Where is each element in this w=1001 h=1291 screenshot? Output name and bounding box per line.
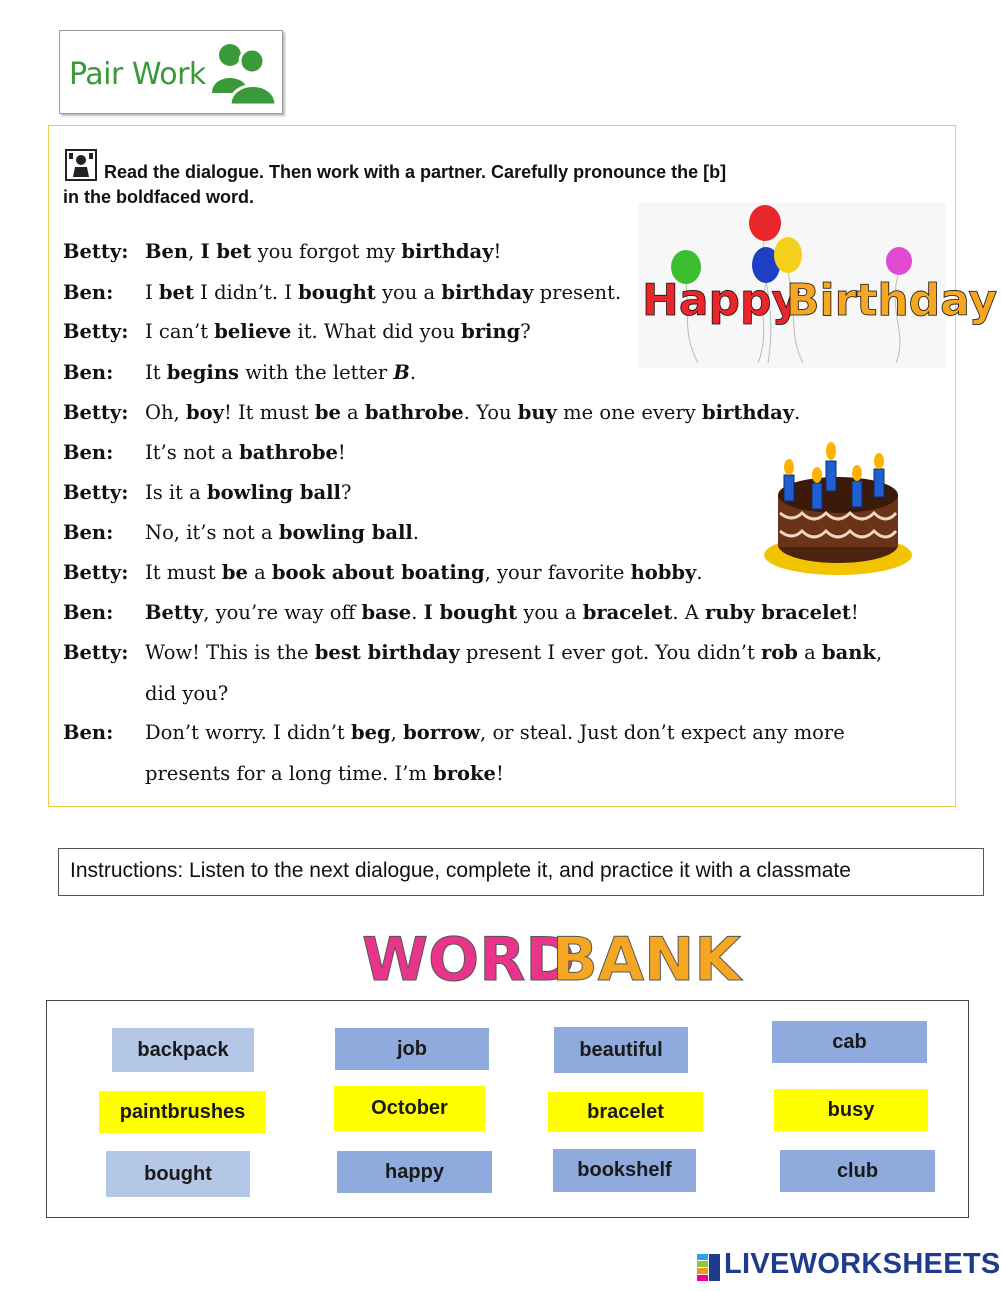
- dialogue-text: It begins with the letter B.: [145, 361, 417, 384]
- instructions-text: Instructions: Listen to the next dialogue, complete it, and practice it with a classmate: [70, 859, 851, 882]
- word-chip[interactable]: bookshelf: [553, 1149, 696, 1192]
- word-chip[interactable]: club: [780, 1150, 935, 1192]
- dialogue-text: Wow! This is the best birthday present I ever got. You didn’t rob a bank,: [145, 641, 883, 664]
- speaker: Betty:: [63, 240, 129, 263]
- word-chip[interactable]: beautiful: [554, 1027, 688, 1073]
- speaker: Ben:: [63, 441, 114, 464]
- dialogue-text: I can’t believe it. What did you bring?: [145, 320, 531, 343]
- speaker: Ben:: [63, 281, 114, 304]
- dialogue-text: did you?: [145, 682, 229, 705]
- speaker: Ben:: [63, 361, 114, 384]
- pair-work-label: Pair Work: [69, 57, 206, 92]
- speaker: Betty:: [63, 561, 129, 584]
- happy-text: Happy: [642, 275, 801, 326]
- birthday-cake-image: [762, 433, 914, 579]
- happy-birthday-balloons-image: [638, 203, 998, 368]
- speaker: Betty:: [63, 641, 129, 664]
- dialogue-text: presents for a long time. I’m broke!: [145, 762, 504, 785]
- dialogue-text: Is it a bowling ball?: [145, 481, 352, 504]
- people-icon: [208, 39, 278, 109]
- speaker: Ben:: [63, 521, 114, 544]
- dialogue-text: Ben, I bet you forgot my birthday!: [145, 240, 502, 263]
- word-chip[interactable]: busy: [774, 1089, 928, 1131]
- birthday-text: Birthday: [786, 275, 998, 326]
- word-chip[interactable]: backpack: [112, 1028, 254, 1072]
- word-chip[interactable]: bracelet: [548, 1092, 703, 1132]
- liveworksheets-brand: LIVEWORKSHEETS: [724, 1248, 1001, 1280]
- word-chip[interactable]: job: [335, 1028, 489, 1070]
- word-bank-title-bank: BANK: [552, 925, 741, 995]
- dialogue-text: Oh, boy! It must be a bathrobe. You buy me one every birthday.: [145, 401, 801, 424]
- speaker: Betty:: [63, 481, 129, 504]
- liveworksheets-footer: [697, 1248, 1001, 1287]
- speaker: Ben:: [63, 721, 114, 744]
- liveworksheets-logo-icon: [697, 1252, 721, 1282]
- instructions-box: [58, 848, 984, 896]
- activity-instructions-line2: in the boldfaced word.: [63, 187, 255, 207]
- word-chip[interactable]: paintbrushes: [99, 1091, 266, 1133]
- dialogue-text: It must be a book about boating, your favorite hobby.: [145, 561, 703, 584]
- word-bank-title: [360, 922, 741, 995]
- speaker: Betty:: [63, 401, 129, 424]
- word-chip[interactable]: bought: [106, 1151, 250, 1197]
- dialogue-text: It’s not a bathrobe!: [145, 441, 346, 464]
- word-chip[interactable]: October: [334, 1086, 485, 1131]
- dialogue-text: No, it’s not a bowling ball.: [145, 521, 419, 544]
- speaker: Ben:: [63, 601, 114, 624]
- speaker: Betty:: [63, 320, 129, 343]
- word-chip[interactable]: happy: [337, 1151, 492, 1193]
- word-bank-title-word: WORD: [362, 925, 576, 995]
- dialogue-text: I bet I didn’t. I bought you a birthday present.: [145, 281, 622, 304]
- word-chip[interactable]: cab: [772, 1021, 927, 1063]
- dialogue-text: Don’t worry. I didn’t beg, borrow, or steal. Just don’t expect any more: [145, 721, 845, 744]
- listen-activity-icon: [65, 149, 97, 181]
- activity-instructions-line1: Read the dialogue. Then work with a partner. Carefully pronounce the [b]: [104, 162, 727, 182]
- pair-work-badge: [59, 30, 283, 114]
- dialogue-text: Betty, you’re way off base. I bought you a bracelet. A ruby bracelet!: [145, 601, 859, 624]
